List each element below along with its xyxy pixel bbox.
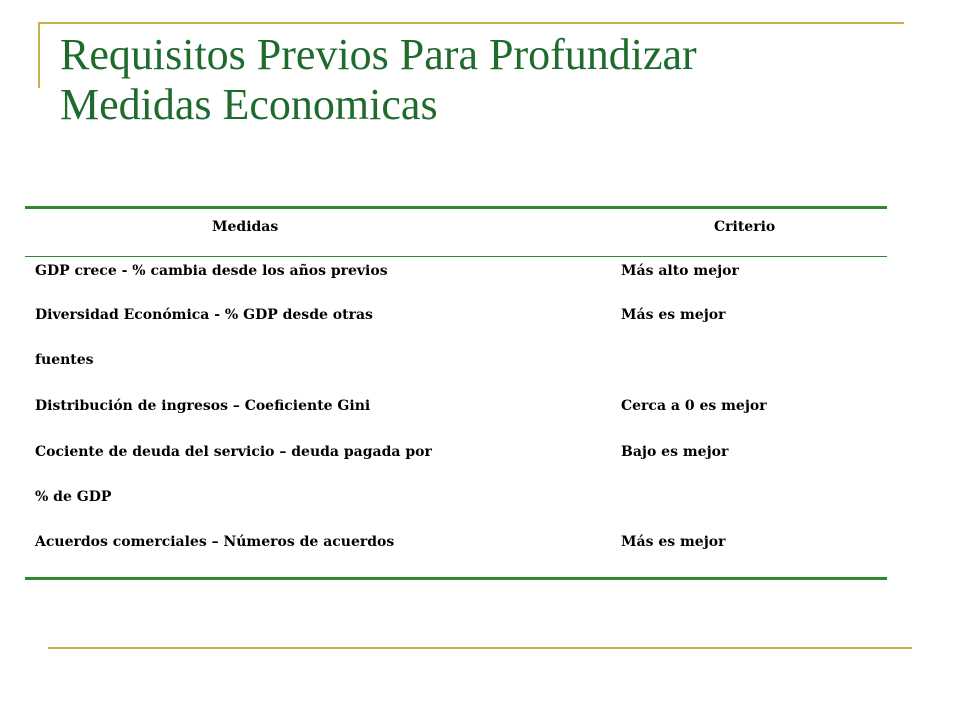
frame-top-line	[40, 22, 904, 24]
slide-title-line-2: Medidas Economicas	[60, 80, 438, 129]
row-2-medida: Diversidad Económica - % GDP desde otras	[35, 307, 373, 323]
table-header-row	[25, 209, 887, 256]
row-1-criterio: Más alto mejor	[621, 263, 739, 279]
row-1-medida: GDP crece - % cambia desde los años previos	[35, 263, 388, 279]
table-bottom-rule	[25, 577, 887, 580]
header-medidas: Medidas	[212, 219, 279, 235]
row-3-medida: Distribución de ingresos – Coeficiente Gini	[35, 398, 371, 414]
slide-title-line-1: Requisitos Previos Para Profundizar	[60, 30, 697, 79]
row-4-medida: Cociente de deuda del servicio – deuda pagada por	[35, 444, 432, 460]
row-5-criterio: Más es mejor	[621, 534, 726, 550]
measures-table	[25, 206, 887, 580]
header-criterio: Criterio	[714, 219, 776, 235]
row-4-medida-cont: % de GDP	[35, 489, 112, 505]
frame-bottom-line	[48, 647, 912, 649]
row-2-criterio: Más es mejor	[621, 307, 726, 323]
row-3-criterio: Cerca a 0 es mejor	[621, 398, 767, 414]
row-2-medida-cont: fuentes	[35, 352, 94, 368]
slide-title	[60, 30, 920, 130]
frame-left-line	[38, 22, 40, 88]
table-body	[25, 257, 887, 577]
row-4-criterio: Bajo es mejor	[621, 444, 729, 460]
row-5-medida: Acuerdos comerciales – Números de acuerdos	[35, 534, 395, 550]
